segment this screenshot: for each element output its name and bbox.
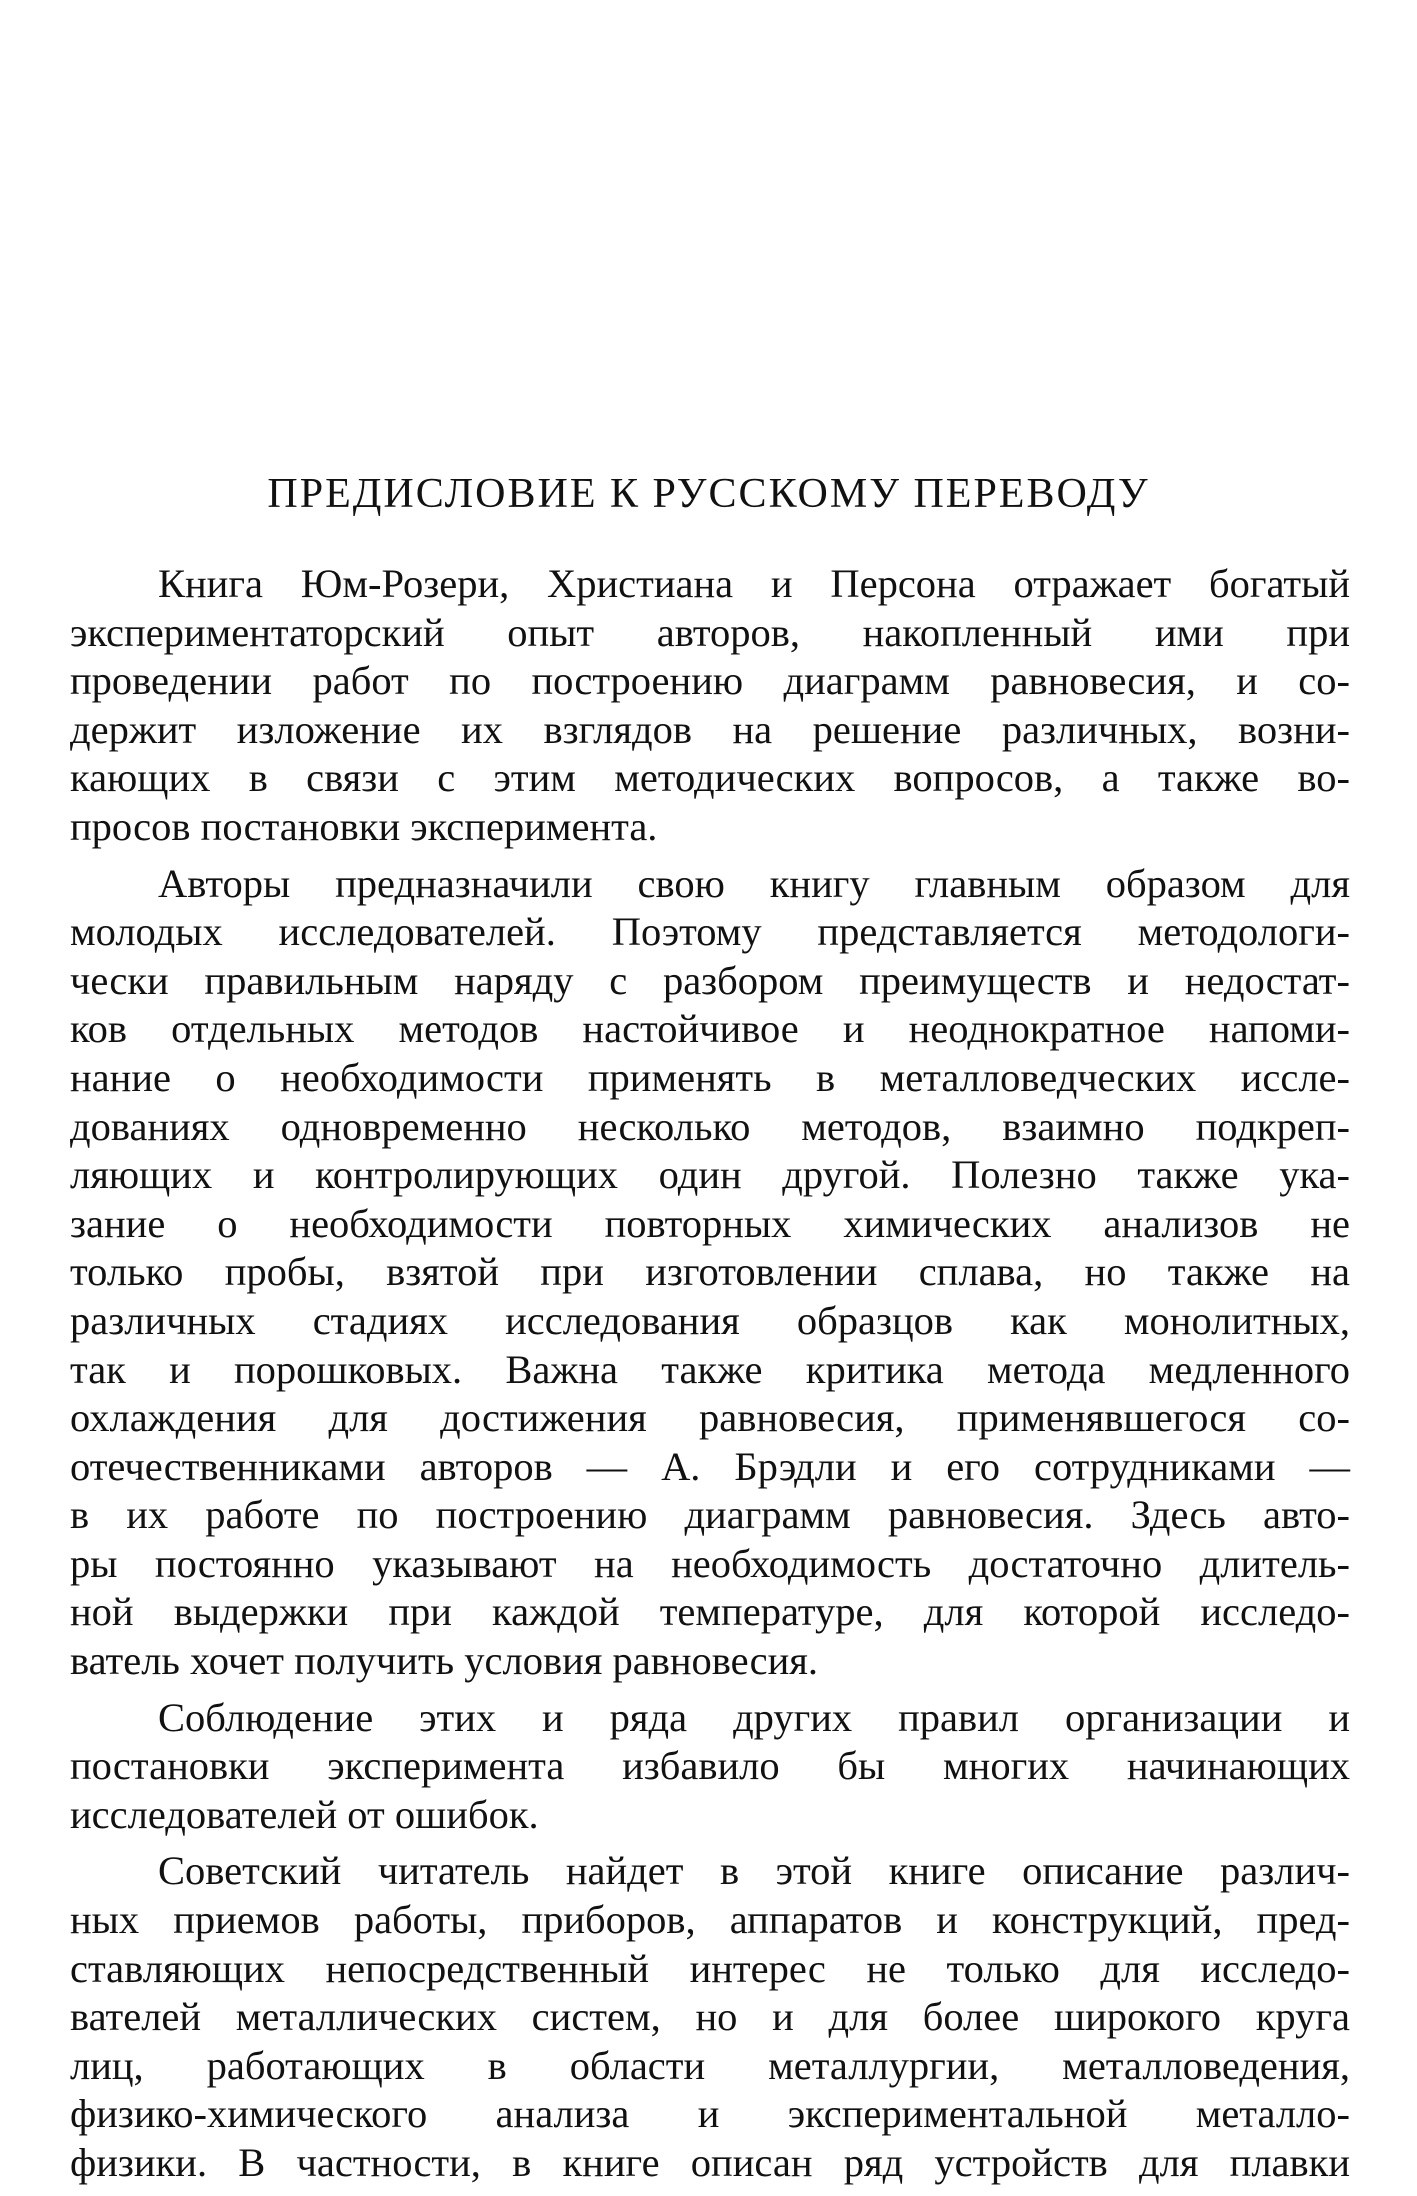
paragraph-4 xyxy=(70,1847,1350,2187)
text-line: Авторы предназначили свою книгу главным образом для xyxy=(158,860,1350,906)
text-line: физико-химического анализа и экспериментальной металло- xyxy=(70,2091,1350,2137)
text-line: проведении работ по построению диаграмм равновесия, и со- xyxy=(70,658,1350,704)
text-line: чески правильным наряду с разбором преимуществ и недостат- xyxy=(70,957,1350,1003)
paragraph-1 xyxy=(70,560,1350,852)
text-line: физики. В частности, в книге описан ряд устройств для плавки xyxy=(70,2140,1350,2185)
text-line: молодых исследователей. Поэтому представляется методологи- xyxy=(70,909,1350,955)
text-line: экспериментаторский опыт авторов, накопленный ими при xyxy=(70,609,1350,655)
text-line: Соблюдение этих и ряда других правил организации и xyxy=(158,1694,1350,1740)
text-line: постановки эксперимента избавило бы многих начинающих xyxy=(70,1743,1350,1789)
text-line: нание о необходимости применять в металловедческих иссле- xyxy=(70,1054,1350,1100)
text-line: вателей металлических систем, но и для более широкого круга xyxy=(70,1994,1350,2040)
text-line: Книга Юм-Розери, Христиана и Персона отражает богатый xyxy=(158,561,1350,606)
text-line: отечественниками авторов — А. Брэдли и его сотрудниками — xyxy=(70,1443,1350,1489)
text-line: охлаждения для достижения равновесия, применявшегося со- xyxy=(70,1395,1350,1441)
text-line: ватель хочет получить условия равновесия. xyxy=(70,1638,819,1684)
text-line: ков отдельных методов настойчивое и неоднократное напоми- xyxy=(70,1006,1350,1052)
text-line: ляющих и контролирующих один другой. Полезно также ука- xyxy=(70,1152,1350,1198)
paragraph-3 xyxy=(70,1694,1350,1840)
text-line: исследователей от ошибок. xyxy=(70,1791,539,1837)
text-line: держит изложение их взглядов на решение различных, возни- xyxy=(70,706,1350,752)
text-line: различных стадиях исследования образцов как монолитных, xyxy=(70,1297,1350,1343)
text-line: ставляющих непосредственный интерес не только для исследо- xyxy=(70,1945,1350,1991)
text-line: только пробы, взятой при изготовлении сплава, но также на xyxy=(70,1249,1350,1295)
text-line: ры постоянно указывают на необходимость достаточно длитель- xyxy=(70,1540,1350,1586)
text-line: дованиях одновременно несколько методов, взаимно подкреп- xyxy=(70,1103,1350,1149)
text-line: лиц, работающих в области металлургии, металловедения, xyxy=(70,2042,1350,2088)
text-line: зание о необходимости повторных химических анализов не xyxy=(70,1200,1350,1246)
text-line: так и порошковых. Важна также критика метода медленного xyxy=(70,1346,1350,1392)
body-text xyxy=(70,560,1350,2196)
text-line: ных приемов работы, приборов, аппаратов и конструкций, пред- xyxy=(70,1897,1350,1943)
text-line: Советский читатель найдет в этой книге описание различ- xyxy=(158,1848,1350,1894)
text-line: кающих в связи с этим методических вопросов, а также во- xyxy=(70,755,1350,801)
text-line: ной выдержки при каждой температуре, для которой исследо- xyxy=(70,1589,1350,1635)
paragraph-2 xyxy=(70,860,1350,1686)
text-line: просов постановки эксперимента. xyxy=(70,803,658,849)
text-line: в их работе по построению диаграмм равновесия. Здесь авто- xyxy=(70,1492,1350,1538)
page-title: ПРЕДИСЛОВИЕ К РУССКОМУ ПЕРЕВОДУ xyxy=(267,471,1150,517)
